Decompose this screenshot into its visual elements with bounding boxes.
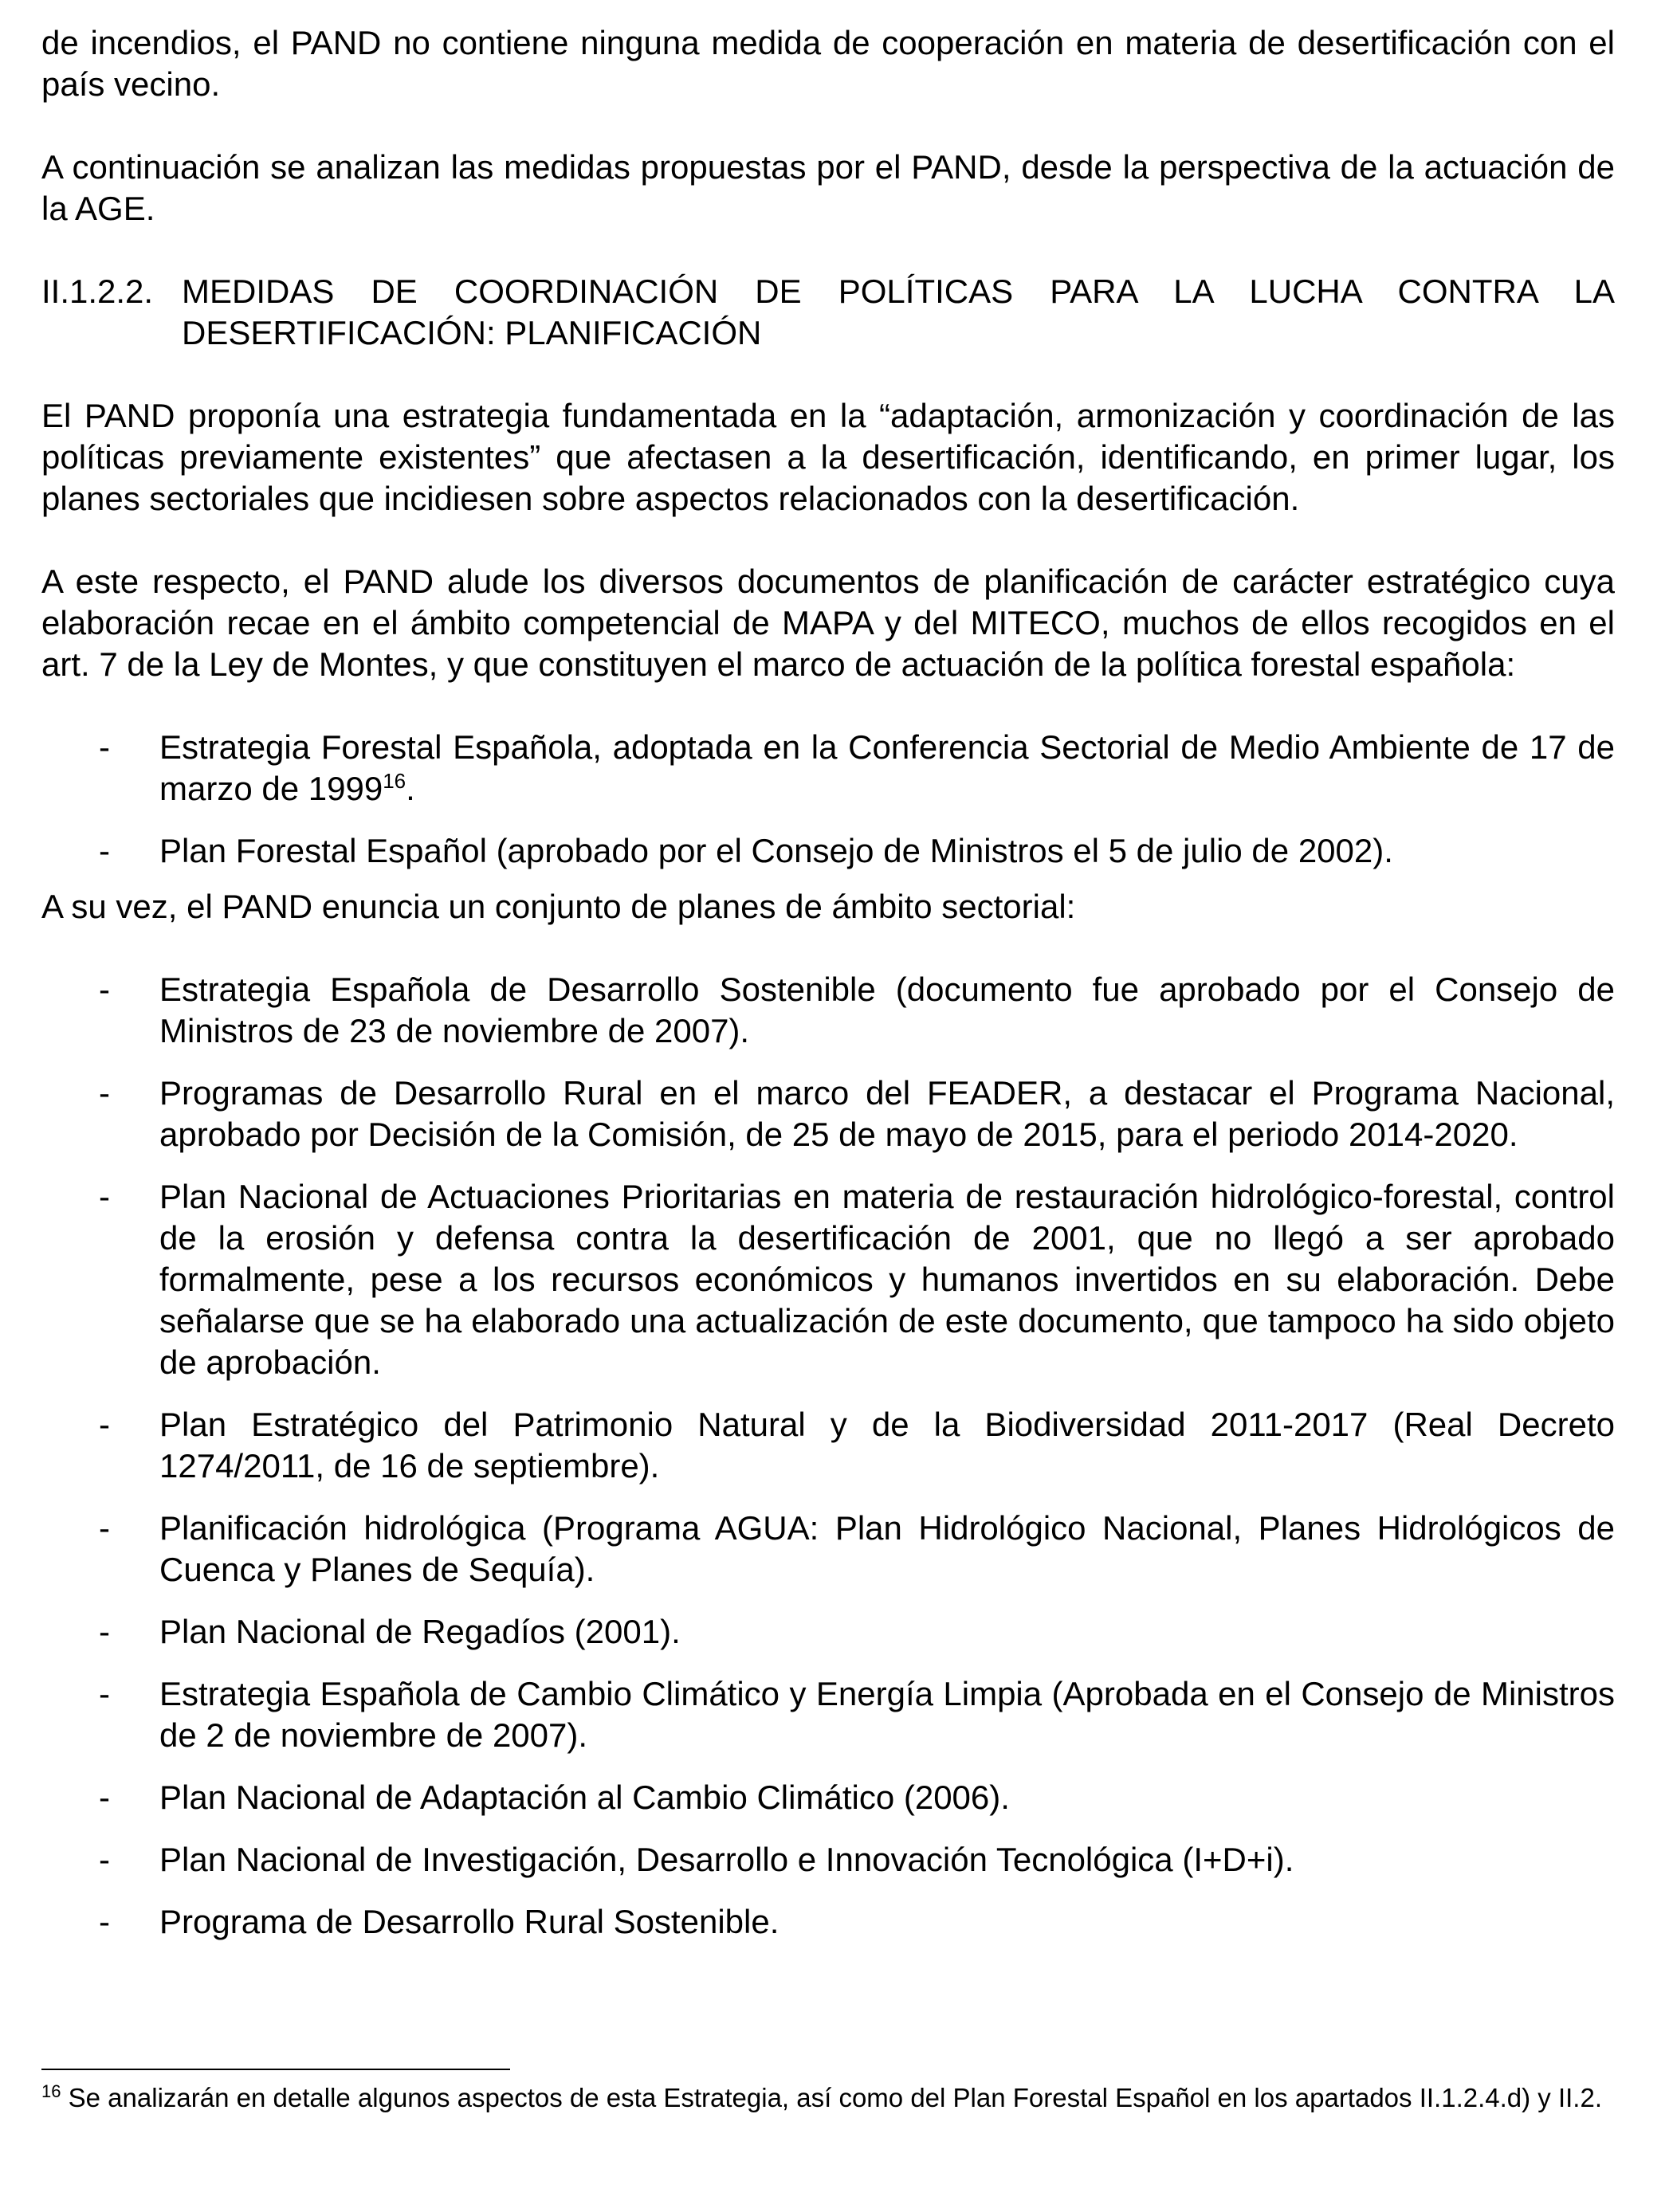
list-item: [41, 969, 1615, 1052]
section-number: II.1.2.2.: [41, 273, 154, 310]
list-item-text: Estrategia Forestal Española, adoptada en la Conferencia Sectorial de Medio Ambiente de 17 de marzo de 1999$^{16}$.: [159, 728, 1615, 807]
section-heading: [41, 271, 1615, 354]
list-item: [41, 1611, 1615, 1653]
list-item-text: Programas de Desarrollo Rural en el marco del FEADER, a destacar el Programa Nacional, aprobado por Decisión de la Comisión, de 25 de mayo de 2015, para el periodo 2014-2020.: [159, 1074, 1615, 1153]
list-item: [41, 1176, 1615, 1383]
list-bullet: -: [99, 1613, 110, 1650]
list-item: [41, 1839, 1615, 1881]
list-item-text: Plan Nacional de Investigación, Desarrollo e Innovación Tecnológica (I+D+i).: [159, 1841, 1294, 1878]
paragraph-strategy: El PAND proponía una estrategia fundamentada en la “adaptación, armonización y coordinación de las políticas previamente existentes” que afectasen a la desertificación, identificando, en primer lugar, los planes sectoriales que incidiesen sobre aspectos relacionados con la desertificación.: [41, 397, 1615, 517]
list-bullet: -: [99, 1509, 110, 1547]
list-bullet: -: [99, 728, 110, 766]
list-item: [41, 1073, 1615, 1155]
list-bullet: -: [99, 1903, 110, 1940]
list-item-text: Planificación hidrológica (Programa AGUA: Plan Hidrológico Nacional, Planes Hidrológicos de Cuenca y Planes de Sequía).: [159, 1509, 1615, 1588]
list-bullet: -: [99, 1074, 110, 1112]
list-item: [41, 1673, 1615, 1756]
footnote: [41, 2081, 1615, 2115]
list-forestal-plans: [41, 727, 1615, 872]
paragraph-sectorial-plans: A su vez, el PAND enuncia un conjunto de planes de ámbito sectorial:: [41, 888, 1076, 925]
paragraph-planning-documents: A este respecto, el PAND alude los diversos documentos de planificación de carácter estratégico cuya elaboración recae en el ámbito competencial de MAPA y del MITECO, muchos de ellos recogidos en el art. 7 de la Ley de Montes, y que constituyen el marco de actuación de la política forestal española:: [41, 563, 1615, 683]
list-item-text: Plan Nacional de Regadíos (2001).: [159, 1613, 681, 1650]
footnote-text: Se analizarán en detalle algunos aspectos de esta Estrategia, así como del Plan Forestal Español en los apartados II.1.2.4.d) y II.2.: [61, 2083, 1602, 2112]
section-title-line-2: DESERTIFICACIÓN: PLANIFICACIÓN: [182, 314, 762, 351]
list-bullet: -: [99, 1675, 110, 1712]
section-title: [182, 271, 1615, 354]
list-item-text: Estrategia Española de Desarrollo Sostenible (documento fue aprobado por el Consejo de Ministros de 23 de noviembre de 2007).: [159, 971, 1615, 1049]
paragraph-cooperation: de incendios, el PAND no contiene ninguna medida de cooperación en materia de desertificación con el país vecino.: [41, 24, 1615, 103]
section-title-line-1: MEDIDAS DE COORDINACIÓN DE POLÍTICAS PARA LA LUCHA CONTRA LA: [182, 273, 1615, 310]
list-item-text: Programa de Desarrollo Rural Sostenible.: [159, 1903, 780, 1940]
list-item: [41, 1901, 1615, 1943]
list-item-text: Plan Nacional de Adaptación al Cambio Climático (2006).: [159, 1779, 1010, 1816]
list-item: [41, 1404, 1615, 1487]
footnote-reference: 16: [383, 769, 406, 793]
list-item-text: Plan Nacional de Actuaciones Prioritarias en materia de restauración hidrológico-forestal, control de la erosión y defensa contra la desertificación de 2001, que no llegó a ser aprobado formalmente, pese a los recursos económicos y humanos invertidos en su elaboración. Debe señalarse que se ha elaborado una actualización de este documento, que tampoco ha sido objeto de aprobación.: [159, 1178, 1615, 1381]
list-item-text: Plan Estratégico del Patrimonio Natural y de la Biodiversidad 2011-2017 (Real Decreto 1274/2011, de 16 de septiembre).: [159, 1406, 1615, 1484]
list-item: [41, 1508, 1615, 1590]
list-bullet: -: [99, 971, 110, 1008]
paragraph-intro-measures: A continuación se analizan las medidas propuestas por el PAND, desde la perspectiva de la actuación de la AGE.: [41, 148, 1615, 227]
list-item: [41, 830, 1615, 872]
footnote-separator: [41, 2069, 510, 2070]
list-item: [41, 727, 1615, 810]
document-page: [41, 22, 1615, 1963]
list-bullet: -: [99, 1406, 110, 1443]
list-bullet: -: [99, 1779, 110, 1816]
list-item: [41, 1777, 1615, 1818]
list-bullet: -: [99, 832, 110, 869]
list-sectorial-plans: [41, 969, 1615, 1943]
list-bullet: -: [99, 1841, 110, 1878]
list-bullet: -: [99, 1178, 110, 1215]
list-item-text: Estrategia Española de Cambio Climático y Energía Limpia (Aprobada en el Consejo de Ministros de 2 de noviembre de 2007).: [159, 1675, 1615, 1754]
footnote-number: 16: [41, 2081, 61, 2101]
list-item-text: Plan Forestal Español (aprobado por el Consejo de Ministros el 5 de julio de 2002).: [159, 832, 1393, 869]
